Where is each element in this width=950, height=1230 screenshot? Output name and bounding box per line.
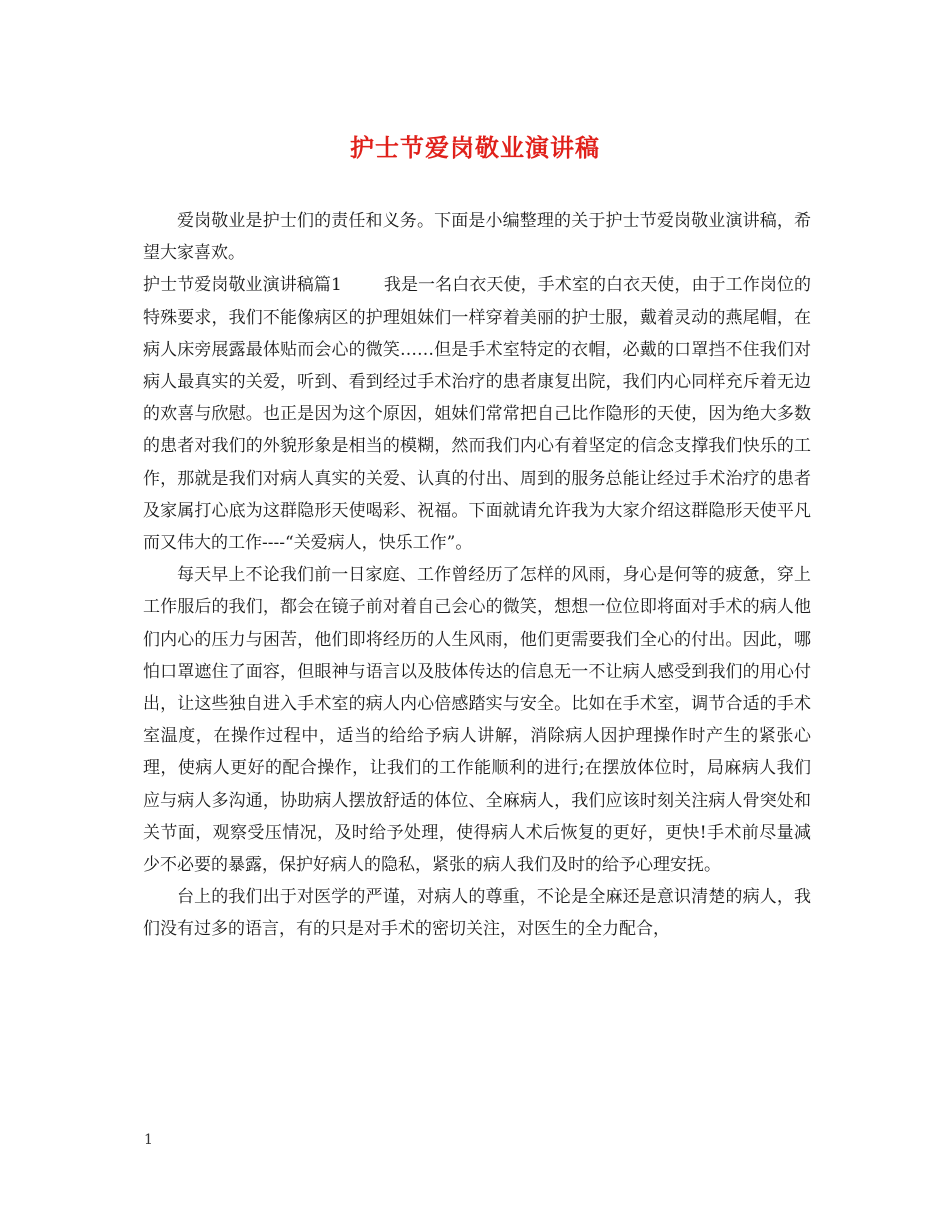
- section-heading: 护士节爱岗敬业演讲稿篇1: [143, 275, 342, 296]
- document-title: 护士节爱岗敬业演讲稿: [350, 133, 600, 162]
- page-number: 1: [144, 1132, 153, 1148]
- section-body: 我是一名白衣天使，手术室的白衣天使，由于工作岗位的特殊要求，我们不能像病区的护理姐妹们一样穿着美丽的护士服，戴着灵动的燕尾帽，在病人床旁展露最体贴而会心的微笑……但是手术室特定的衣帽，必戴的口罩挡不住我们对病人最真实的关爱，听到、看到经过手术治疗的患者康复出院，我们内心同样充斥着无边的欢喜与欣慰。也正是因为这个原因，姐妹们常常把自己比作隐形的天使，因为绝大多数的患者对我们的外貌形象是相当的模糊，然而我们内心有着坚定的信念支撑我们快乐的工作，那就是我们对病人真实的关爱、认真的付出、周到的服务总能让经过手术治疗的患者及家属打心底为这群隐形天使喝彩、祝福。下面就请允许我为大家介绍这群隐形天使平凡而又伟大的工作----“关爱病人，快乐工作”。: [143, 275, 811, 554]
- paragraph-3: 台上的我们出于对医学的严谨，对病人的尊重，不论是全麻还是意识清楚的病人，我们没有过多的语言，有的只是对手术的密切关注，对医生的全力配合，: [143, 887, 811, 940]
- paragraph-2: 每天早上不论我们前一日家庭、工作曾经历了怎样的风雨，身心是何等的疲惫，穿上工作服后的我们，都会在镜子前对着自己会心的微笑，想想一位位即将面对手术的病人他们内心的压力与困苦，他们即将经历的人生风雨，他们更需要我们全心的付出。因此，哪怕口罩遮住了面容，但眼神与语言以及肢体传达的信息无一不让病人感受到我们的用心付出，让这些独自进入手术室的病人内心倍感踏实与安全。比如在手术室，调节合适的手术室温度，在操作过程中，适当的给给予病人讲解，消除病人因护理操作时产生的紧张心理，使病人更好的配合操作，让我们的工作能顺利的进行;在摆放体位时，局麻病人我们应与病人多沟通，协助病人摆放舒适的体位、全麻病人，我们应该时刻关注病人骨突处和关节面，观察受压情况，及时给予处理，使得病人术后恢复的更好，更快!手术前尽量减少不必要的暴露，保护好病人的隐私，紧张的病人我们及时的给予心理安抚。: [143, 565, 811, 876]
- intro-paragraph: 爱岗敬业是护士们的责任和义务。下面是小编整理的关于护士节爱岗敬业演讲稿，希望大家喜欢。: [143, 211, 811, 264]
- section-paragraph: [143, 269, 811, 559]
- document-body: [143, 205, 811, 946]
